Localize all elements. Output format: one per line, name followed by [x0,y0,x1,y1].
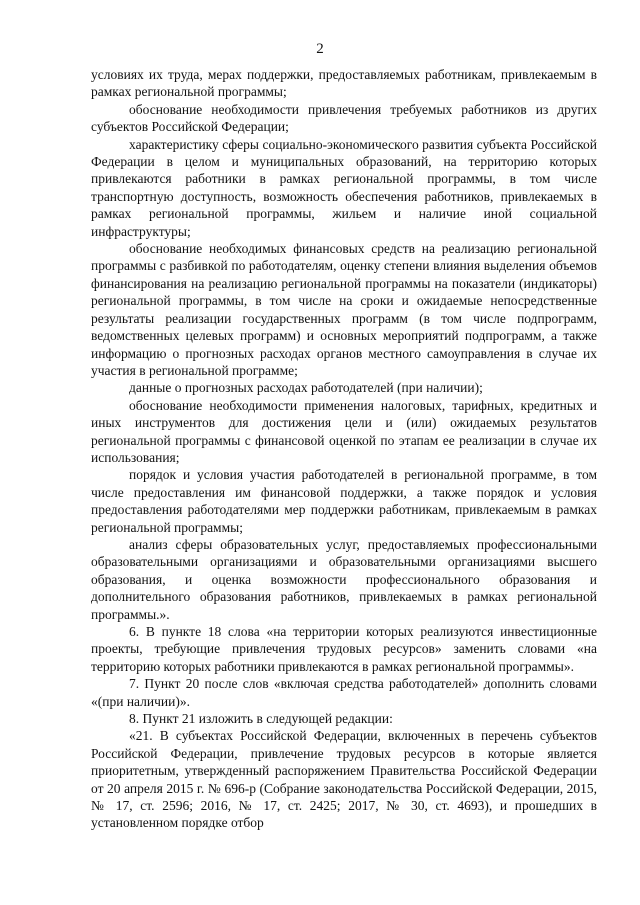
paragraph-8: анализ сферы образовательных услуг, предоставляемых профессиональными образовательными организациями и образовательными организациями высшего образования, и оценка возможности профессионального образования и дополнительного образования работников, привлекаемых в рамках региональной программы.». [91,536,597,622]
paragraph-3: характеристику сферы социально-экономического развития субъекта Российской Федерации в целом и муниципальных образований, на территорию которых привлекаются работники в рамках региональной программы, в том числе транспортную доступность, возможность обеспечения работников, привлекаемых в рамках региональной программы, жильем и наличие иной социальной инфраструктуры; [91,136,597,239]
paragraph-9: 6. В пункте 18 слова «на территории которых реализуются инвестиционные проекты, требующие привлечения трудовых ресурсов» заменить словами «на территорию которых работники привлекаются в рамках региональной программы». [91,624,597,674]
page-bottom-edge [0,893,640,905]
paragraph-1: условиях их труда, мерах поддержки, предоставляемых работникам, привлекаемым в рамках региональной программы; [91,67,597,100]
document-body [91,66,597,832]
paragraph-12: «21. В субъектах Российской Федерации, включенных в перечень субъектов Российской Федерации, привлечение трудовых ресурсов в которые является приоритетным, утвержденный распоряжением Правительства Российской Федерации от 20 апреля 2015 г. № 696-р (Собрание законодательства Российской Федерации, 2015, № 17, ст. 2596; 2016, № 17, ст. 2425; 2017, № 30, ст. 4693), и прошедших в установленном порядке отбор [91,728,597,831]
page-number: 2 [316,41,324,57]
paragraph-11: 8. Пункт 21 изложить в следующей редакции: [129,711,393,727]
paragraph-4: обоснование необходимых финансовых средств на реализацию региональной программы с разбивкой по работодателям, оценку степени влияния выделения объемов финансирования на реализацию региональной программы на показатели (индикаторы) региональной программы, в том числе на сроки и ожидаемые непосредственные результаты реализации государственных программ (в том числе подпрограмм, ведомственных целевых программ) и основных мероприятий подпрограмм, а также информацию о прогнозных расходах органов местного самоуправления в случае их участия в региональной программе; [91,241,597,378]
paragraph-6: обоснование необходимости применения налоговых, тарифных, кредитных и иных инструментов для достижения цели и (или) ожидаемых результатов региональной программы с финансовой оценкой по этапам ее реализации в случае их использования; [91,397,597,465]
paragraph-2: обоснование необходимости привлечения требуемых работников из других субъектов Российской Федерации; [91,101,597,135]
paragraph-7: порядок и условия участия работодателей в региональной программе, в том числе предоставления им финансовой поддержки, а также порядок и условия предоставления работодателями мер поддержки работникам, привлекаемым в рамках региональной программы; [91,467,597,535]
paragraph-10: 7. Пункт 20 после слов «включая средства работодателей» дополнить словами «(при наличии)». [91,676,597,709]
paragraph-5: данные о прогнозных расходах работодателей (при наличии); [129,380,483,396]
